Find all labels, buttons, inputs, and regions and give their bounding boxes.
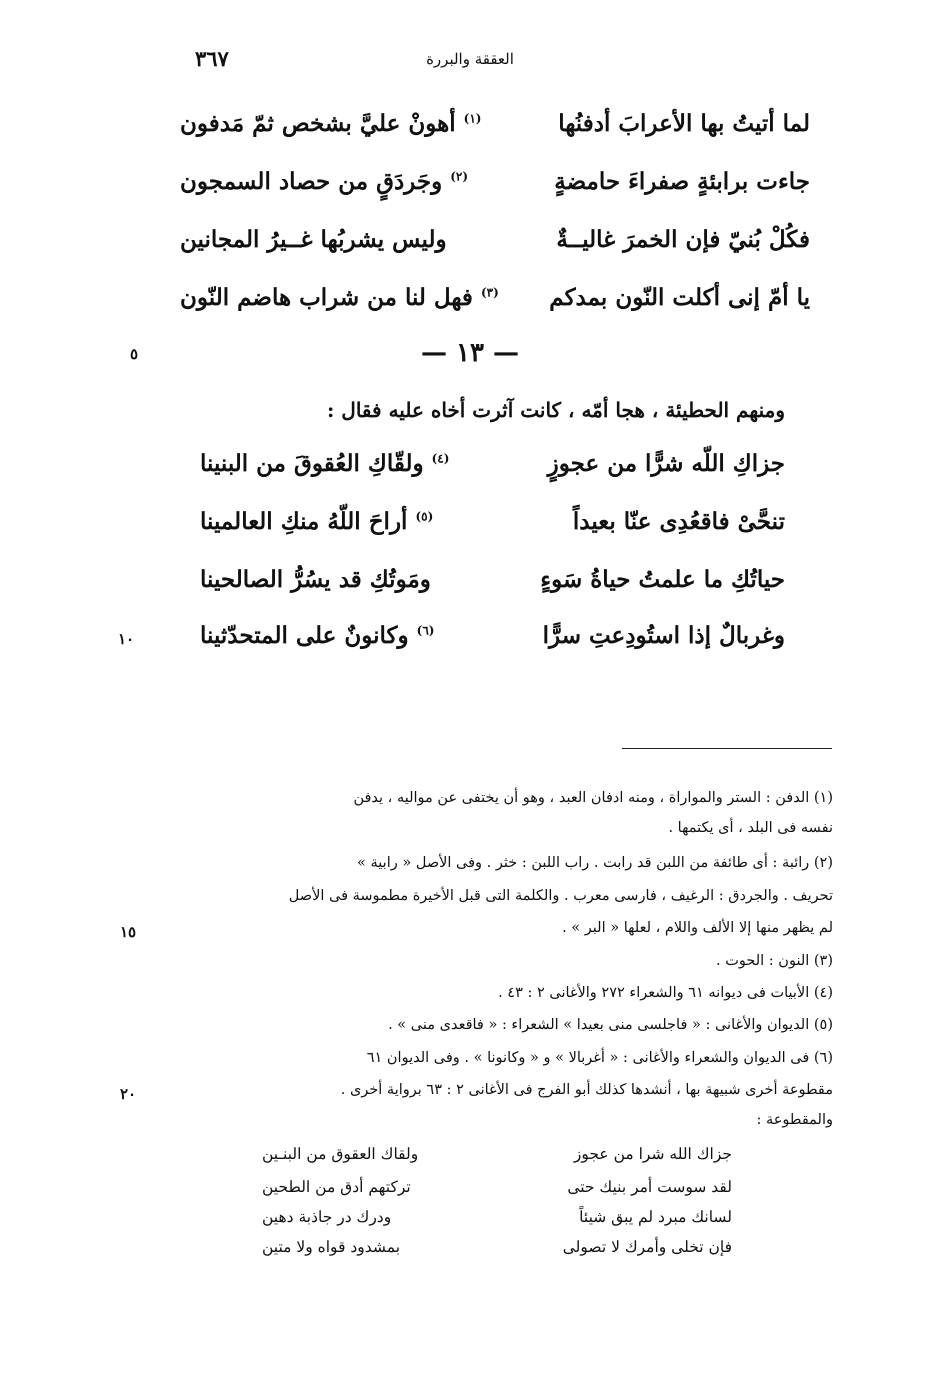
footnote-ref: (٤)	[431, 451, 450, 466]
footnote-ref: (٦)	[416, 623, 435, 638]
verse-line	[200, 566, 785, 616]
running-header-title: العققة والبررة	[426, 50, 514, 68]
verse-second-hemistich: $^{(٣)}$ فهل لنا من شراب هاضم النّون	[180, 284, 499, 311]
verse-first-hemistich: جزاك الله شرا من عجوز	[573, 1145, 732, 1163]
verse-first-hemistich: يا أمّ إنى أكلت النّون بمدكم	[549, 284, 810, 311]
verse-first-hemistich: حياتُكِ ما علمتُ حياةُ سَوءٍ	[540, 566, 785, 593]
verse-second-hemistich: $^{(٤)}$ ولقّاكِ العُقوقَ من البنينا	[200, 450, 450, 477]
footnote-line: (٦) فى الديوان والشعراء والأغانى : « أغربالا » و « وكانونا » . وفى الديوان ٦١	[366, 1050, 833, 1066]
verse-line	[180, 110, 810, 160]
footnote-line: والمقطوعة :	[756, 1112, 833, 1128]
verse-second-hemistich: $^{(٢)}$ وجَردَقٍ من حصاد السمجون	[180, 168, 469, 195]
verse-first-hemistich: جاءت برابئةٍ صفراءَ حامضةٍ	[554, 168, 810, 195]
verse-first-hemistich: لقد سوست أمر بنيك حتى	[567, 1178, 732, 1196]
line-number-marker: ١٠	[118, 630, 135, 648]
footnote-line: نفسه فى البلد ، أى يكتمها .	[668, 820, 833, 836]
verse-line	[180, 284, 810, 334]
footnote-line: (٣) النون : الحوت .	[716, 953, 833, 969]
verse-first-hemistich: تنحَّىْ فاقعُدِى عنّا بعيداً	[572, 508, 785, 535]
verse-line	[200, 508, 785, 558]
verse-line	[200, 450, 785, 500]
footnote-verse-line	[262, 1238, 732, 1268]
footnote-verse-line	[262, 1145, 732, 1175]
verse-second-hemistich: $^{(١)}$ أهونْ عليَّ بشخص ثمّ مَدفون	[180, 110, 482, 137]
footnote-line: (١) الدفن : الستر والمواراة ، ومنه ادفان العبد ، وهو أن يختفى عن مواليه ، يدفن	[353, 790, 833, 806]
verse-second-hemistich: ودرك در جاذبة دهين	[262, 1208, 392, 1226]
verse-first-hemistich: فكُلْ بُنيّ فإن الخمرَ غاليــةٌ	[556, 226, 810, 253]
line-number-marker: ١٥	[120, 923, 137, 941]
footnote-line: مقطوعة أخرى شبيهة بها ، أنشدها كذلك أبو الفرج فى الأغانى ٢ : ٦٣ برواية أخرى .	[340, 1082, 833, 1098]
footnote-line: (٥) الديوان والأغانى : « فاجلسى منى بعيدا » الشعراء : « فاقعدى منى » .	[388, 1017, 833, 1033]
verse-second-hemistich: تركتهم أدق من الطحين	[262, 1178, 411, 1196]
page-number: ٣٦٧	[195, 46, 229, 71]
verse-first-hemistich: لما أتيتُ بها الأعرابَ أدفنُها	[558, 110, 810, 137]
line-number-marker: ٥	[130, 345, 139, 363]
line-number-marker: ٢٠	[120, 1085, 137, 1103]
footnote-line: تحريف . والجردق : الرغيف ، فارسى معرب . والكلمة التى قبل الأخيرة مطموسة فى الأصل	[288, 888, 833, 904]
verse-second-hemistich: ومَوتُكِ قد يسُرُّ الصالحينا	[200, 566, 431, 593]
verse-line	[200, 622, 785, 672]
footnote-divider	[622, 748, 832, 749]
verse-line	[180, 226, 810, 276]
verse-second-hemistich: بمشدود قواه ولا متين	[262, 1238, 401, 1256]
verse-first-hemistich: لسانك مبرد لم يبق شيئاً	[579, 1208, 732, 1226]
footnote-ref: (٣)	[480, 285, 499, 300]
verse-second-hemistich: وليس يشربُها غــيرُ المجانين	[180, 226, 447, 253]
footnote-verse-line	[262, 1208, 732, 1238]
section-number: — ١٣ —	[420, 338, 520, 368]
footnote-ref: (٢)	[450, 169, 469, 184]
footnote-verse-line	[262, 1178, 732, 1208]
verse-second-hemistich: $^{(٦)}$ وكانونٌ على المتحدّثينا	[200, 622, 435, 649]
footnote-line: (٢) رائبة : أى طائفة من اللبن قد رابت . راب اللبن : خثر . وفى الأصل « رابية »	[357, 855, 833, 871]
intro-line: ومنهم الحطيئة ، هجا أمّه ، كانت آثرت أخاه عليه فقال :	[326, 398, 785, 422]
footnote-line: (٤) الأبيات فى ديوانه ٦١ والشعراء ٢٧٢ والأغانى ٢ : ٤٣ .	[498, 985, 833, 1001]
verse-line	[180, 168, 810, 218]
verse-first-hemistich: وغربالٌ إذا استُودِعتِ سرًّا	[542, 622, 785, 649]
verse-second-hemistich: ولقاك العقوق من البنـين	[262, 1145, 419, 1163]
footnote-ref: (١)	[463, 111, 482, 126]
footnote-ref: (٥)	[415, 509, 434, 524]
verse-first-hemistich: جزاكِ اللّه شرًّا من عجوزٍ	[547, 450, 785, 477]
verse-first-hemistich: فإن تخلى وأمرك لا تصولى	[562, 1238, 732, 1256]
verse-second-hemistich: $^{(٥)}$ أراحَ اللّهُ منكِ العالمينا	[200, 508, 434, 535]
footnote-line: لم يظهر منها إلا الألف واللام ، لعلها « البر » .	[562, 920, 833, 936]
